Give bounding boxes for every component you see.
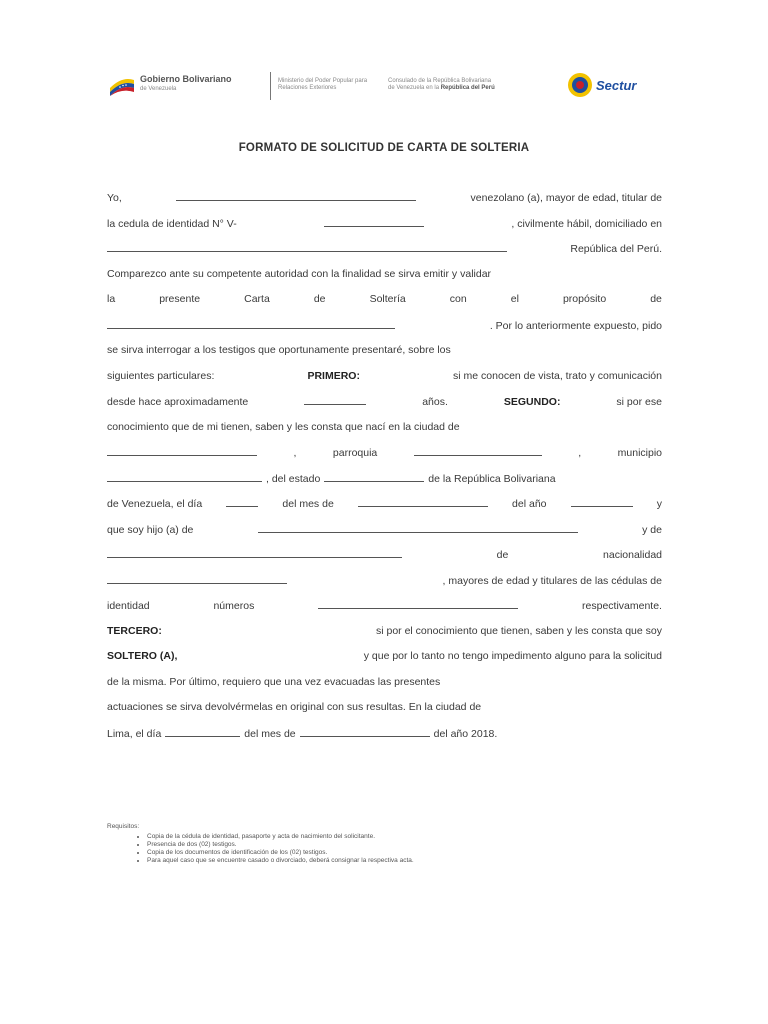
text-segment: se sirva interrogar a los testigos que oportunamente presentaré, sobre los [107,344,451,356]
list-item: • Para aquel caso que se encuentre casado o divorciado, deberá consignar la respectiva acta. [147,857,662,865]
birth-day-blank[interactable] [226,497,258,507]
form-line [107,293,662,319]
text-segment: . Por lo anteriormente expuesto, pido [489,319,662,332]
form-line [107,727,662,753]
requirements-heading: Requisitos: [107,823,140,830]
text-segment: de Venezuela, el día [107,498,203,510]
clause-label: TERCERO: [107,624,162,637]
text-segment: y que por lo tanto no tengo impedimento alguno para la solicitud [363,650,662,662]
form-line [107,701,662,727]
government-name [140,74,232,94]
text-segment: , [293,447,297,459]
text-segment: Yo, [107,192,122,204]
form-line [107,497,662,523]
form-line [107,599,662,625]
text-segment: República del Perú. [570,243,662,255]
consulate-country: República del Perú [440,85,495,91]
text-segment: siguientes particulares: [107,369,215,382]
word: Soltería [369,293,406,305]
list-item: • Copia de la cédula de identidad, pasaporte y acta de nacimiento del solicitante. [147,833,662,841]
nationality-blank[interactable] [107,574,287,584]
form-line [107,217,662,243]
text-segment: actuaciones se sirva devolvérmelas en original con sus resultas. En la ciudad de [107,701,482,713]
form-body [107,191,662,752]
svg-text:Sectur: Sectur [596,78,637,93]
sign-month-blank[interactable] [300,727,430,737]
id-number-blank[interactable] [324,217,424,227]
form-line [107,395,662,421]
word: la [107,293,116,305]
mother-name-blank[interactable] [107,548,402,558]
text-segment: si por ese [616,396,662,408]
text-segment: de la República Bolivariana [428,472,556,485]
text-segment: de [496,549,509,561]
form-line [107,676,662,702]
text-segment: respectivamente. [582,600,662,612]
word: de [650,293,662,305]
form-line [107,242,662,268]
text-segment: , mayores de edad y titulares de las cédulas de [442,574,662,587]
form-line [107,574,662,600]
sign-day-blank[interactable] [165,727,240,737]
purpose-blank[interactable] [107,319,395,329]
text-segment: del año [512,498,547,510]
text-segment: y de [642,523,662,536]
municipality-blank[interactable] [107,472,262,482]
word: presente [159,293,201,305]
text-segment: conocimiento que de mi tienen, saben y les consta que nací en la ciudad de [107,420,460,433]
form-line [107,523,662,549]
venezuela-flag-icon [108,74,136,96]
word: Carta [244,293,270,305]
marital-status-label: SOLTERO (A), [107,650,178,662]
text-segment: y [656,498,662,510]
form-line [107,344,662,370]
list-item: • Copia de los documentos de identificación de los (02) testigos. [147,849,662,857]
text-segment: desde hace aproximadamente [107,396,249,408]
form-line [107,370,662,396]
text-segment: nacionalidad [603,549,662,561]
text-segment: si por el conocimiento que tienen, saben y les consta que soy [375,624,662,637]
gov-line-1: Gobierno Bolivariano [140,74,232,84]
text-segment: que soy hijo (a) de [107,523,194,536]
list-item: • Presencia de dos (02) testigos. [147,841,662,849]
text-segment: si me conocen de vista, trato y comunicación [453,369,662,382]
text-segment: números [213,600,255,612]
form-line [107,548,662,574]
gov-line-2: de Venezuela [140,86,177,92]
consulate-line-1: Consulado de la República Bolivariana [388,78,492,84]
form-line [107,421,662,447]
consulate-name [388,78,518,92]
text-segment: la cedula de identidad N° V- [107,217,237,230]
form-line [107,191,662,217]
text-segment: del mes de [282,498,334,510]
text-segment: del mes de [244,727,296,740]
form-line [107,472,662,498]
word: propósito [562,293,607,305]
text-segment: , civilmente hábil, domiciliado en [511,217,662,230]
text-segment: del año 2018. [433,727,498,740]
state-blank[interactable] [324,472,424,482]
requirements-list [107,833,662,865]
word: de [313,293,326,305]
document-title: FORMATO DE SOLICITUD DE CARTA DE SOLTERIA [238,142,530,154]
word: con [449,293,467,305]
word: el [510,293,519,305]
birth-month-blank[interactable] [358,497,488,507]
father-name-blank[interactable] [258,523,578,533]
parish-blank[interactable] [414,446,542,456]
text-segment: Lima, el día [107,727,162,740]
text-segment: municipio [617,447,662,459]
parents-id-blank[interactable] [318,599,518,609]
form-line [107,650,662,676]
text-segment: venezolano (a), mayor de edad, titular de [470,192,662,204]
form-line [107,446,662,472]
form-line [107,268,662,294]
text-segment: años. [422,396,448,408]
form-line [107,319,662,345]
ministry-name: Ministerio del Poder Popular para Relaciones Exteriores [278,78,368,91]
form-line [107,625,662,651]
letterhead [108,68,658,108]
city-blank[interactable] [107,446,257,456]
birth-year-blank[interactable] [571,497,633,507]
years-blank[interactable] [304,395,366,405]
clause-label: SEGUNDO: [503,396,561,408]
text-segment: de la misma. Por último, requiero que una vez evacuadas las presentes [107,675,441,688]
text-segment: , [578,447,582,459]
header-divider [270,72,271,100]
text-segment: parroquia [332,447,378,459]
text-segment: , del estado [266,472,321,485]
clause-label: PRIMERO: [307,369,360,382]
text-segment: identidad [107,600,150,612]
requirements-section [107,823,662,865]
consulate-seal-icon [566,68,658,102]
address-blank[interactable] [107,242,507,252]
name-blank[interactable] [176,191,416,201]
text-segment: Comparezco ante su competente autoridad con la finalidad se sirva emitir y validar [107,267,492,280]
consulate-line-2: de Venezuela en la [388,85,440,91]
